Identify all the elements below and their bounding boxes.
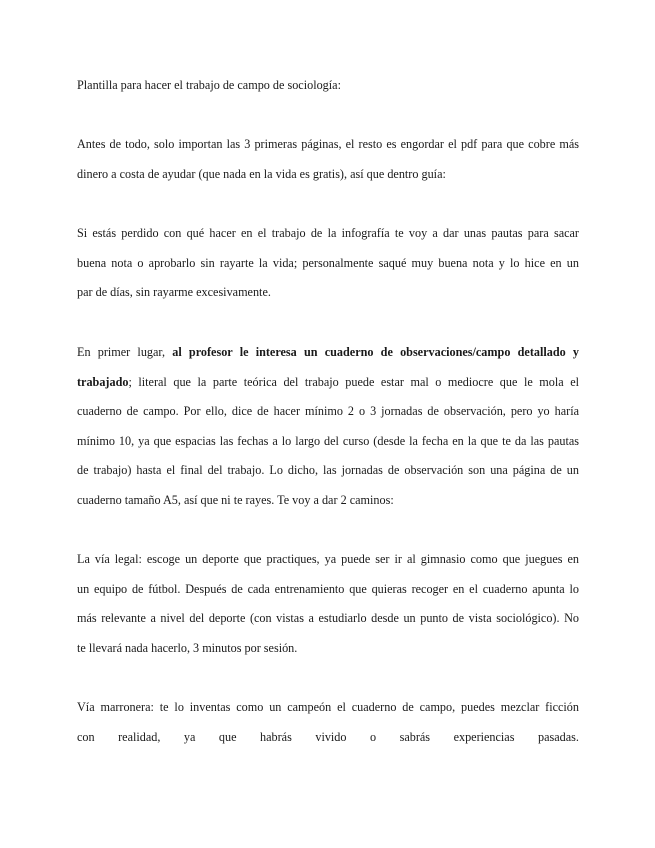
- text-line: te llevará nada hacerlo, 3 minutos por sesión.: [77, 640, 298, 655]
- text-line-spread: [77, 727, 579, 757]
- bold-text: trabajado: [77, 374, 129, 389]
- text-span: En primer lugar,: [77, 345, 173, 359]
- word: habrás: [260, 729, 292, 744]
- word: sabrás: [399, 729, 431, 744]
- word: vivido: [315, 729, 347, 744]
- text-line: mínimo 10, ya que espacias las fechas a lo largo del curso (desde la fecha en la que te da las pautas: [77, 433, 579, 448]
- word: ya: [183, 729, 196, 744]
- paragraph-intro: [77, 134, 579, 193]
- text-line: cuaderno de campo. Por ello, dice de hacer mínimo 2 o 3 jornadas de observación, pero yo haría: [77, 404, 579, 419]
- text-line: de trabajo) hasta el final del trabajo. Lo dicho, las jornadas de observación son una página de un: [77, 463, 579, 478]
- word: con: [77, 729, 95, 744]
- text-line: [77, 342, 579, 372]
- text-line: dinero a costa de ayudar (que nada en la vida es gratis), así que dentro guía:: [77, 166, 446, 181]
- word: realidad,: [118, 729, 161, 744]
- text-line: un equipo de fútbol. Después de cada entrenamiento que quieras recoger en el cuaderno apunta lo: [77, 581, 579, 596]
- word: o: [370, 729, 377, 744]
- word: experiencias: [453, 729, 515, 744]
- paragraph-guidance: [77, 223, 579, 312]
- text-span: ; literal que la parte teórica del trabajo puede estar mal o mediocre que le mola el: [128, 374, 579, 389]
- bold-text: al profesor le interesa un cuaderno de observaciones/campo detallado y: [172, 345, 580, 359]
- text-line: más relevante a nivel del deporte (con vistas a estudiarlo desde un punto de vista sociológico). No: [77, 611, 579, 626]
- text-line: Plantilla para hacer el trabajo de campo de sociología:: [77, 78, 341, 92]
- document-title: [77, 75, 579, 105]
- text-line: cuaderno tamaño A5, así que ni te rayes. Te voy a dar 2 caminos:: [77, 492, 394, 507]
- paragraph-field-notebook: [77, 342, 579, 520]
- text-line: Vía marronera: te lo inventas como un campeón el cuaderno de campo, puedes mezclar ficción: [77, 700, 579, 714]
- paragraph-legal-way: [77, 549, 579, 667]
- word: que: [218, 729, 237, 744]
- paragraph-alternative-way: [77, 697, 579, 756]
- text-line: La vía legal: escoge un deporte que practiques, ya puede ser ir al gimnasio como que juegues en: [77, 552, 579, 566]
- text-line: buena nota o aprobarlo sin rayarte la vida; personalmente saqué muy buena nota y lo hice en un: [77, 255, 579, 270]
- text-line: par de días, sin rayarme excesivamente.: [77, 285, 271, 300]
- word: pasadas.: [537, 729, 579, 744]
- text-line: Antes de todo, solo importan las 3 primeras páginas, el resto es engordar el pdf para que cobre más: [77, 137, 579, 151]
- text-line: Si estás perdido con qué hacer en el trabajo de la infografía te voy a dar unas pautas para sacar: [77, 226, 579, 240]
- text-line: [77, 372, 579, 402]
